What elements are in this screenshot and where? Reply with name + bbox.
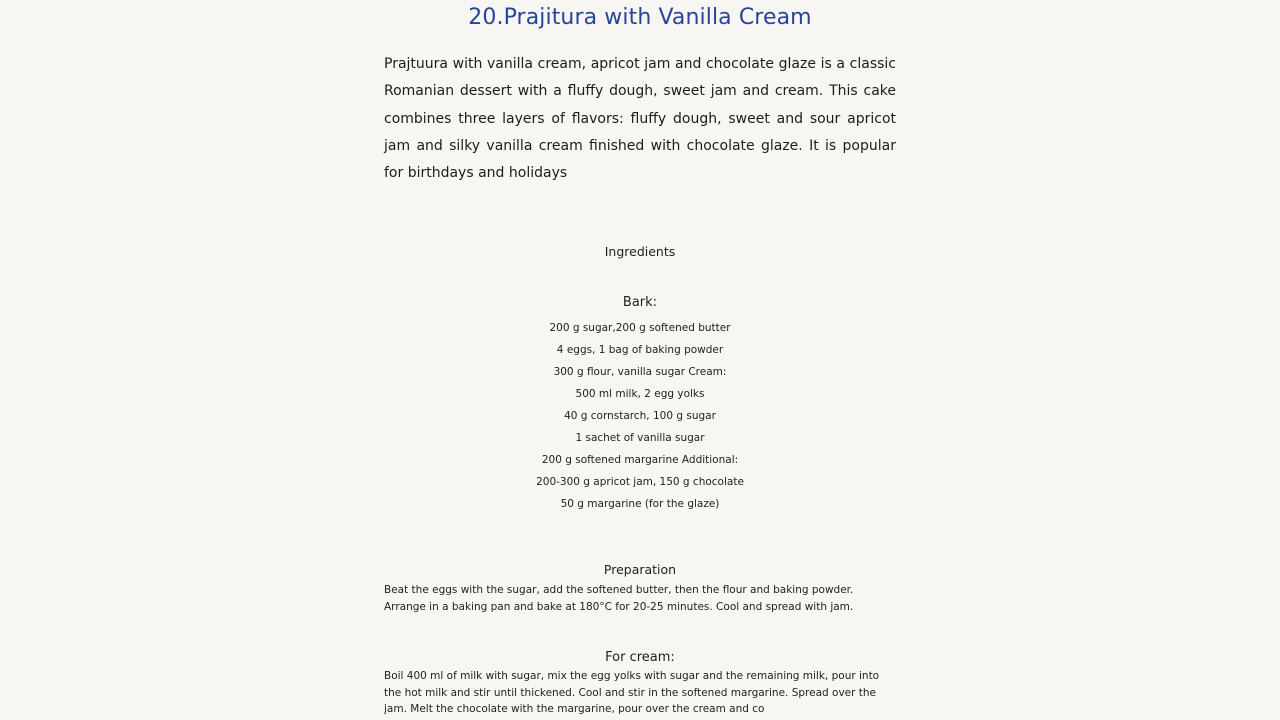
- cream-heading: For cream:: [605, 650, 675, 665]
- intro-paragraph: Prajtuura with vanilla cream, apricot jam and chocolate glaze is a classic Romanian dessert with a fluffy dough, sweet jam and cream. This cake combines three layers of flavors: fluffy dough, sweet and sour apricot jam and silky vanilla cream finished with chocolate glaze. It is popular for birthdays and holidays: [384, 56, 896, 182]
- ingredient-line: 200 g softened margarine Additional:: [541, 454, 739, 466]
- cream-text: Boil 400 ml of milk with sugar, mix the egg yolks with sugar and the remaining milk, pour into the hot milk and stir until thickened. Cool and stir in the softened margarine. Spread over the jam. Melt the chocolate with the margarine, pour over the cream and co: [384, 670, 880, 715]
- ingredient-line: 40 g cornstarch, 100 g sugar: [564, 410, 716, 422]
- ingredient-line: 4 eggs, 1 bag of baking powder: [556, 344, 724, 356]
- bark-heading: Bark:: [622, 295, 658, 310]
- ingredients-heading: Ingredients: [604, 244, 676, 259]
- ingredient-line: 500 ml milk, 2 egg yolks: [575, 388, 705, 400]
- ingredient-line: 50 g margarine (for the glaze): [560, 498, 720, 510]
- ingredient-line: 1 sachet of vanilla sugar: [575, 432, 705, 444]
- ingredient-line: 200 g sugar,200 g softened butter: [549, 322, 731, 334]
- ingredient-line: 200-300 g apricot jam, 150 g chocolate: [536, 476, 744, 488]
- preparation-text: Beat the eggs with the sugar, add the softened butter, then the flour and baking powder. Arrange in a baking pan and bake at 180°C for 20-25 minutes. Cool and spread with jam.: [384, 584, 854, 613]
- ingredients-list: [0, 317, 1280, 515]
- preparation-heading: Preparation: [603, 562, 677, 577]
- page-title: 20.Prajitura with Vanilla Cream: [468, 5, 812, 30]
- ingredient-line: 300 g flour, vanilla sugar Cream:: [553, 366, 727, 378]
